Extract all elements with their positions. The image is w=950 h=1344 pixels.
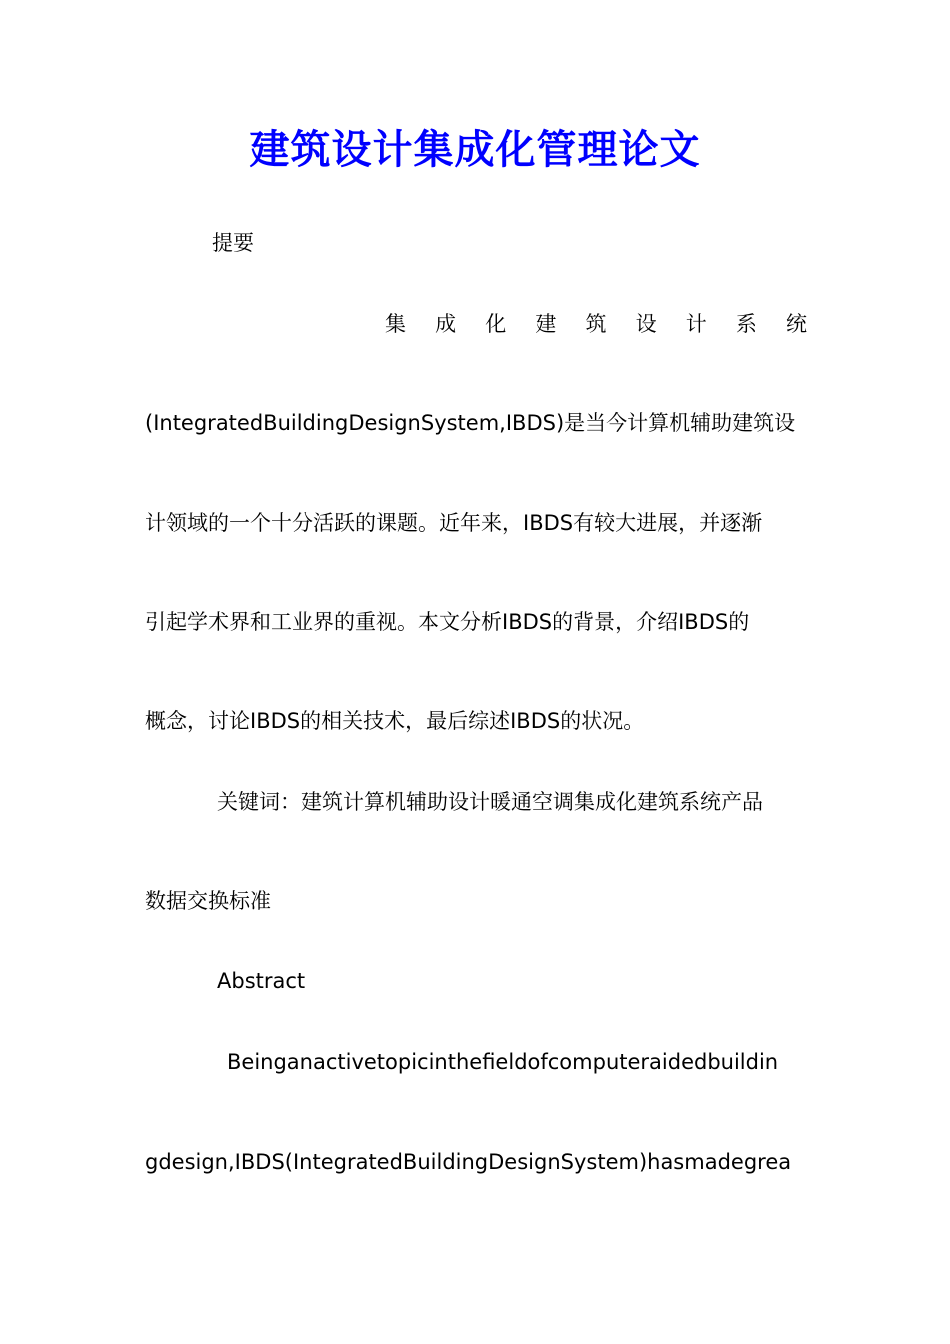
abstract-cn-line-4: 引起学术界和工业界的重视。本文分析IBDS的背景，介绍IBDS的	[145, 610, 750, 634]
abstract-en-line-2: gdesign,IBDS(IntegratedBuildingDesignSystem)hasmadegrea	[145, 1150, 792, 1174]
spread-char: 设	[635, 312, 657, 336]
abstract-cn-line-2: (IntegratedBuildingDesignSystem,IBDS)是当今计算机辅助建筑设	[145, 411, 796, 435]
abstract-cn-line-1	[385, 309, 807, 339]
keywords-line-1: 关键词：建筑计算机辅助设计暖通空调集成化建筑系统产品	[217, 790, 763, 814]
abstract-cn-line-3: 计领域的一个十分活跃的课题。近年来，IBDS有较大进展，并逐渐	[145, 511, 763, 535]
spread-char: 建	[535, 312, 557, 336]
abstract-en-heading: Abstract	[217, 969, 306, 993]
spread-char: 集	[385, 312, 406, 336]
spread-char: 系	[735, 312, 757, 336]
spread-char: 计	[685, 312, 707, 336]
spread-char: 统	[786, 312, 807, 336]
abstract-en-line-1: Beinganactivetopicinthefieldofcomputeraidedbuildin	[227, 1050, 779, 1074]
keywords-line-2: 数据交换标准	[145, 889, 271, 913]
spread-char: 化	[485, 312, 507, 336]
document-title: 建筑设计集成化管理论文	[249, 126, 701, 173]
spread-char: 成	[435, 312, 457, 336]
abstract-cn-heading: 提要	[212, 231, 254, 255]
spread-char: 筑	[585, 312, 607, 336]
abstract-cn-line-5: 概念，讨论IBDS的相关技术，最后综述IBDS的状况。	[145, 709, 645, 733]
